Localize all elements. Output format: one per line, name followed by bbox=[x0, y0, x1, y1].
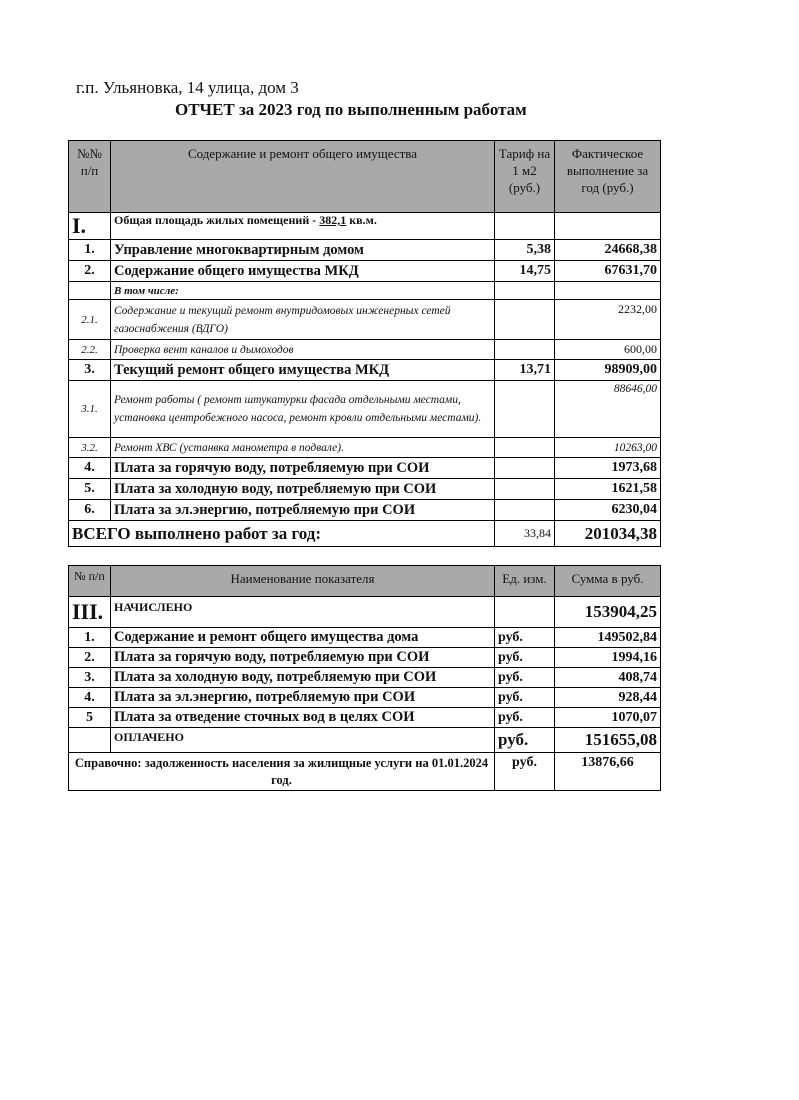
row-tariff: 13,71 bbox=[495, 360, 555, 381]
row-number: 3.1. bbox=[69, 381, 111, 438]
row-actual: 10263,00 bbox=[555, 438, 661, 458]
reference-unit: руб. bbox=[495, 753, 555, 791]
col-header-sum: Сумма в руб. bbox=[555, 566, 661, 597]
works-table-header bbox=[69, 141, 661, 213]
empty-cell bbox=[495, 597, 555, 628]
total-label: ВСЕГО выполнено работ за год: bbox=[69, 521, 495, 547]
row-number: 3.2. bbox=[69, 438, 111, 458]
table-row bbox=[69, 340, 661, 360]
row-actual: 600,00 bbox=[555, 340, 661, 360]
row-actual: 98909,00 bbox=[555, 360, 661, 381]
col-header-unit: Ед. изм. bbox=[495, 566, 555, 597]
row-name: Плата за горячую воду, потребляемую при СОИ bbox=[111, 458, 495, 479]
table-row bbox=[69, 438, 661, 458]
table-row bbox=[69, 628, 661, 648]
row-number: 6. bbox=[69, 500, 111, 521]
table-row bbox=[69, 458, 661, 479]
row-number: 2. bbox=[69, 261, 111, 282]
area-label: Общая площадь жилых помещений - bbox=[114, 213, 320, 227]
table-row bbox=[69, 648, 661, 668]
col-header-num: №№ п/п bbox=[69, 141, 111, 213]
section-number: I. bbox=[69, 213, 111, 240]
accrued-sum: 153904,25 bbox=[555, 597, 661, 628]
paid-sum: 151655,08 bbox=[555, 728, 661, 753]
row-number: 2.2. bbox=[69, 340, 111, 360]
row-sum: 408,74 bbox=[555, 668, 661, 688]
row-tariff bbox=[495, 500, 555, 521]
row-sum: 149502,84 bbox=[555, 628, 661, 648]
row-number: 2.1. bbox=[69, 300, 111, 340]
table-row bbox=[69, 708, 661, 728]
row-sum: 928,44 bbox=[555, 688, 661, 708]
row-tariff: 5,38 bbox=[495, 240, 555, 261]
total-actual: 201034,38 bbox=[555, 521, 661, 547]
table-row bbox=[69, 668, 661, 688]
row-tariff bbox=[495, 479, 555, 500]
col-header-actual: Фактическое выполнение за год (руб.) bbox=[555, 141, 661, 213]
row-unit: руб. bbox=[495, 708, 555, 728]
row-name: Плата за холодную воду, потребляемую при СОИ bbox=[111, 668, 495, 688]
row-actual bbox=[555, 282, 661, 300]
charges-table-header bbox=[69, 566, 661, 597]
table-row bbox=[69, 240, 661, 261]
address: г.п. Ульяновка, 14 улица, дом 3 bbox=[76, 78, 299, 97]
row-number: 5 bbox=[69, 708, 111, 728]
row-name: Содержание и ремонт общего имущества дома bbox=[111, 628, 495, 648]
total-row bbox=[69, 521, 661, 547]
row-name: Содержание и текущий ремонт внутридомовых инженерных сетей газоснабжения (ВДГО) bbox=[111, 300, 495, 340]
empty-cell bbox=[495, 213, 555, 240]
row-sum: 1070,07 bbox=[555, 708, 661, 728]
charges-table bbox=[68, 565, 661, 791]
row-number: 2. bbox=[69, 648, 111, 668]
row-actual: 1621,58 bbox=[555, 479, 661, 500]
row-name: Проверка вент каналов и дымоходов bbox=[111, 340, 495, 360]
table-row bbox=[69, 381, 661, 438]
row-name: Плата за горячую воду, потребляемую при СОИ bbox=[111, 648, 495, 668]
area-value: 382,1 bbox=[319, 213, 347, 227]
row-number: 4. bbox=[69, 458, 111, 479]
row-tariff bbox=[495, 381, 555, 438]
row-number bbox=[69, 282, 111, 300]
row-number: 1. bbox=[69, 240, 111, 261]
row-name: В том числе: bbox=[111, 282, 495, 300]
row-actual: 1973,68 bbox=[555, 458, 661, 479]
row-unit: руб. bbox=[495, 628, 555, 648]
row-name: Текущий ремонт общего имущества МКД bbox=[111, 360, 495, 381]
section-number: III. bbox=[69, 597, 111, 628]
row-actual: 2232,00 bbox=[555, 300, 661, 340]
col-header-num: № п/п bbox=[69, 566, 111, 597]
row-number: 1. bbox=[69, 628, 111, 648]
row-name: Ремонт работы ( ремонт штукатурки фасада отдельными местами, установка центробежного насоса, ремонт кровли отдельными местами). bbox=[111, 381, 495, 438]
reference-sum: 13876,66 bbox=[555, 753, 661, 791]
accrued-row bbox=[69, 597, 661, 628]
paid-row bbox=[69, 728, 661, 753]
col-header-name: Наименование показателя bbox=[111, 566, 495, 597]
table-row bbox=[69, 261, 661, 282]
table-row bbox=[69, 688, 661, 708]
row-unit: руб. bbox=[495, 648, 555, 668]
row-tariff bbox=[495, 438, 555, 458]
reference-row bbox=[69, 753, 661, 791]
row-actual: 67631,70 bbox=[555, 261, 661, 282]
section-label bbox=[111, 213, 495, 240]
reference-label: Справочно: задолженность населения за жилищные услуги на 01.01.2024 год. bbox=[69, 753, 495, 791]
paid-unit: руб. bbox=[495, 728, 555, 753]
row-name: Плата за холодную воду, потребляемую при СОИ bbox=[111, 479, 495, 500]
table-row bbox=[69, 500, 661, 521]
row-name: Плата за отведение сточных вод в целях СОИ bbox=[111, 708, 495, 728]
empty-cell bbox=[69, 728, 111, 753]
empty-cell bbox=[555, 213, 661, 240]
report-title: ОТЧЕТ за 2023 год по выполненным работам bbox=[175, 100, 527, 119]
row-name: Содержание общего имущества МКД bbox=[111, 261, 495, 282]
row-tariff bbox=[495, 340, 555, 360]
col-header-tariff: Тариф на 1 м2 (руб.) bbox=[495, 141, 555, 213]
works-table bbox=[68, 140, 661, 547]
row-name: Управление многоквартирным домом bbox=[111, 240, 495, 261]
paid-label: ОПЛАЧЕНО bbox=[111, 728, 495, 753]
table-row bbox=[69, 282, 661, 300]
area-unit: кв.м. bbox=[346, 213, 377, 227]
row-number: 5. bbox=[69, 479, 111, 500]
total-tariff: 33,84 bbox=[495, 521, 555, 547]
section-i-row bbox=[69, 213, 661, 240]
row-tariff bbox=[495, 300, 555, 340]
row-number: 3. bbox=[69, 668, 111, 688]
row-name: Плата за эл.энергию, потребляемую при СОИ bbox=[111, 500, 495, 521]
row-tariff bbox=[495, 458, 555, 479]
row-number: 3. bbox=[69, 360, 111, 381]
row-sum: 1994,16 bbox=[555, 648, 661, 668]
table-row bbox=[69, 360, 661, 381]
row-actual: 6230,04 bbox=[555, 500, 661, 521]
row-tariff bbox=[495, 282, 555, 300]
row-name: Ремонт ХВС (устанвка манометра в подвале). bbox=[111, 438, 495, 458]
row-actual: 24668,38 bbox=[555, 240, 661, 261]
col-header-name: Содержание и ремонт общего имущества bbox=[111, 141, 495, 213]
row-tariff: 14,75 bbox=[495, 261, 555, 282]
row-unit: руб. bbox=[495, 688, 555, 708]
table-row bbox=[69, 479, 661, 500]
row-unit: руб. bbox=[495, 668, 555, 688]
row-actual: 88646,00 bbox=[555, 381, 661, 438]
table-row bbox=[69, 300, 661, 340]
row-name: Плата за эл.энергию, потребляемую при СОИ bbox=[111, 688, 495, 708]
row-number: 4. bbox=[69, 688, 111, 708]
accrued-label: НАЧИСЛЕНО bbox=[111, 597, 495, 628]
